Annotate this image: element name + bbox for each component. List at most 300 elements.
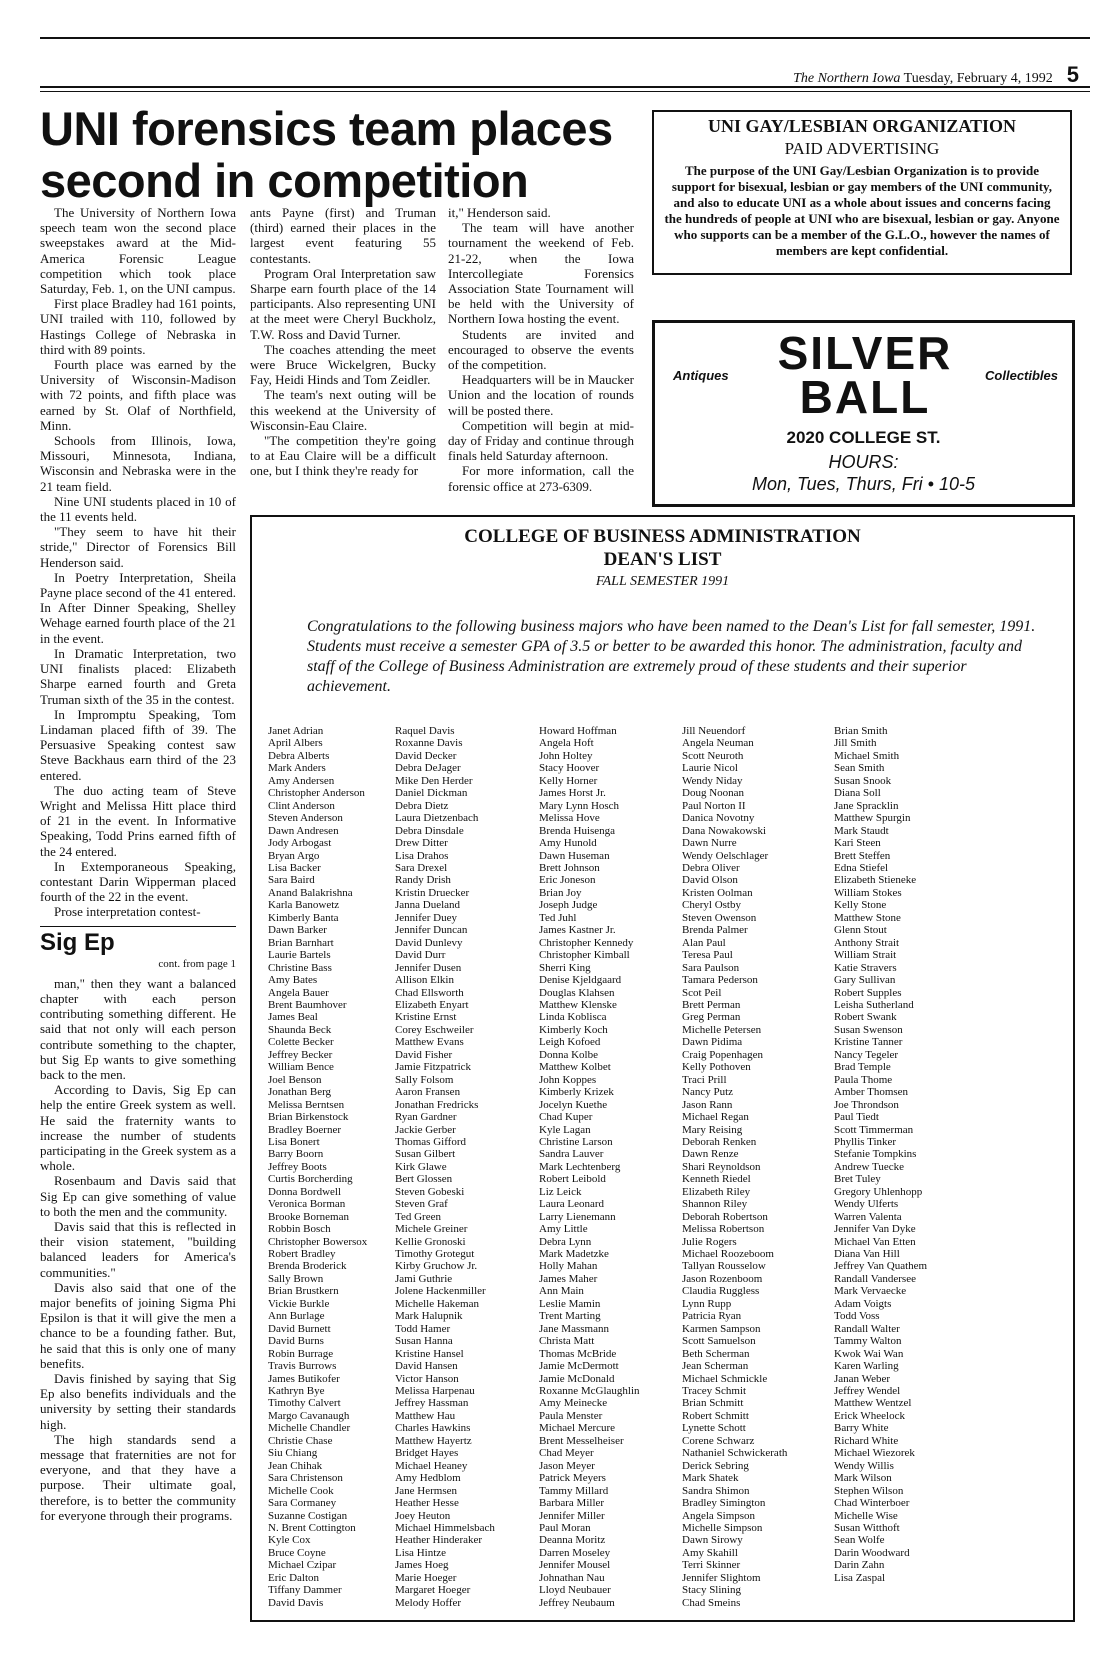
deans-list-name: Doug Noonan xyxy=(682,787,745,800)
deans-list-name: Michelle Hakeman xyxy=(395,1297,479,1310)
deans-list-name: Brooke Borneman xyxy=(268,1210,349,1223)
deans-list-name: Anthony Strait xyxy=(834,936,900,949)
deans-list-name: William Stokes xyxy=(834,886,902,899)
deans-list-name: Erick Wheelock xyxy=(834,1409,905,1422)
deans-list-name: Jackie Gerber xyxy=(395,1123,456,1136)
antiques-label: Antiques xyxy=(673,368,729,383)
deans-list-name: Michelle Wise xyxy=(834,1509,898,1522)
article-paragraph: ants Payne (first) and Truman (third) earned their places in the largest event featuring 55 contestants. xyxy=(250,205,436,266)
deans-list-name: Barry Boorn xyxy=(268,1148,324,1161)
deans-list-name: Jolene Hackenmiller xyxy=(395,1285,486,1298)
deans-list-name: Mary Lynn Hosch xyxy=(539,799,620,812)
deans-list-name: Paula Thome xyxy=(834,1073,893,1086)
deans-list-name: Christopher Bowersox xyxy=(268,1235,368,1248)
deans-list-name: David Burnett xyxy=(268,1322,331,1335)
deans-list-name: Drew Ditter xyxy=(395,837,448,850)
article-paragraph: For more information, call the forensic office at 273-6309. xyxy=(448,463,634,494)
deans-list-name: Kwok Wai Wan xyxy=(834,1347,904,1360)
deans-list-name: Michael Regan xyxy=(682,1111,749,1124)
deans-list-name: Karla Banowetz xyxy=(268,899,340,912)
deans-list-name: Lisa Zaspal xyxy=(834,1571,886,1584)
deans-list-name: Jean Scherman xyxy=(682,1360,749,1373)
deans-list-name: Amy Hunold xyxy=(539,837,597,850)
deans-list-name: Bridget Hayes xyxy=(395,1447,459,1460)
deans-list-name: Scott Timmerman xyxy=(834,1123,914,1136)
deans-list-name: Paula Menster xyxy=(539,1409,603,1422)
article-paragraph: In Dramatic Interpretation, two UNI finalists placed: Elizabeth Sharpe earned fourth and Greta Truman sixth of the 35 in the contest. xyxy=(40,645,236,707)
deans-list-name: Brian Birkenstock xyxy=(268,1111,349,1124)
deans-list-name: Steven Gobeski xyxy=(395,1185,465,1198)
deans-list-title: DEAN'S LIST xyxy=(603,549,722,570)
deans-list-name: Douglas Klahsen xyxy=(539,986,615,999)
page-number: 5 xyxy=(1066,62,1079,87)
deans-list-name: Jennifer Duey xyxy=(395,911,458,924)
deans-list-name: Deborah Renken xyxy=(682,1135,757,1148)
deans-list-name: Kellie Gronoski xyxy=(395,1235,466,1248)
deans-list-name: Michelle Simpson xyxy=(682,1522,763,1534)
deans-list-name: Eric Dalton xyxy=(268,1571,320,1584)
deans-list-name: Brian Smith xyxy=(834,725,888,737)
deans-list-name: Paul Moran xyxy=(539,1522,591,1534)
deans-list-name: Jonathan Berg xyxy=(268,1086,332,1099)
deans-list-name: Barry White xyxy=(834,1422,889,1435)
deans-list-name: Roxanne Davis xyxy=(395,737,463,750)
deans-list-name: Amy Little xyxy=(539,1223,588,1236)
deans-list-name: David Burns xyxy=(268,1335,324,1348)
deans-list-name: Kristine Tanner xyxy=(834,1036,903,1049)
logo-top: SILVER xyxy=(777,327,953,379)
deans-list-name: Daniel Dickman xyxy=(395,787,468,800)
store-address: 2020 COLLEGE ST. xyxy=(786,428,941,447)
logo-bottom: BALL xyxy=(799,371,931,423)
glo-ad-subtitle: PAID ADVERTISING xyxy=(784,139,940,158)
deans-list-name: Kelly Pothoven xyxy=(682,1061,751,1074)
names-column-2 xyxy=(395,725,495,1609)
deans-list-name: Danica Novotny xyxy=(682,812,755,825)
deans-list-name: Stephen Wilson xyxy=(834,1484,904,1497)
deans-list-name: Jocelyn Kuethe xyxy=(539,1098,608,1111)
deans-list-name: Kelly Horner xyxy=(539,774,598,787)
deans-list-name: John Koppes xyxy=(539,1073,597,1086)
deans-list-name: Jennifer Mousel xyxy=(539,1559,611,1572)
article-paragraph: The duo acting team of Steve Wright and Melissa Hitt place third of 21 in the event. In Informative Speaking, Todd Prins earned fifth of the 24 entered. xyxy=(40,782,236,859)
sigep-paragraph: Davis said that this is reflected in their vision statement, "building balanced leaders for America's communities." xyxy=(40,1219,236,1280)
deans-list-name: Kari Steen xyxy=(834,837,881,850)
deans-list-name: Kelly Stone xyxy=(834,899,887,912)
deans-list-name: Bruce Coyne xyxy=(268,1546,326,1559)
deans-list-name: Angela Simpson xyxy=(682,1509,756,1522)
article-paragraph: First place Bradley had 161 points, UNI trailed with 110, followed by Hastings College of Nebraska in third with 89 points. xyxy=(40,296,236,357)
deans-list-name: Darin Zahn xyxy=(834,1559,885,1572)
deans-list-name: Sean Wolfe xyxy=(834,1534,885,1547)
deans-list-name: Laura Dietzenbach xyxy=(395,812,479,825)
deans-list-name: Mark Anders xyxy=(268,762,326,775)
deans-list-name: Michael Czipar xyxy=(268,1559,337,1572)
deans-list-name: Sara Christenson xyxy=(268,1472,343,1485)
deans-list-name: Melissa Robertson xyxy=(682,1223,765,1236)
deans-list-name: Christine Bass xyxy=(268,961,332,974)
collectibles-label: Collectibles xyxy=(985,368,1058,383)
deans-list-name: Jamie Fitzpatrick xyxy=(395,1061,472,1074)
deans-list-name: Christie Chase xyxy=(268,1434,333,1447)
deans-list-name: Brett Steffen xyxy=(834,849,891,862)
hours-value: Mon, Tues, Thurs, Fri • 10-5 xyxy=(751,474,976,494)
deans-list-name: Sara Paulson xyxy=(682,961,740,974)
deans-list-name: Tammy Millard xyxy=(539,1484,609,1497)
sigep-paragraph: Davis finished by saying that Sig Ep also benefits individuals and the university by setting their standards high. xyxy=(40,1371,236,1432)
deans-list-name: Michelle Cook xyxy=(268,1484,334,1497)
deans-list-name: Susan Hanna xyxy=(395,1335,453,1348)
deans-list-name: Brett Johnson xyxy=(539,861,600,874)
deans-list-name: Adam Voigts xyxy=(834,1297,892,1310)
deans-list-name: Lynette Schott xyxy=(682,1422,746,1435)
deans-list-name: James Beal xyxy=(268,1011,318,1024)
sigep-headline: Sig Ep xyxy=(40,926,236,957)
masthead xyxy=(793,62,1079,88)
deans-list-name: Nancy Tegeler xyxy=(834,1048,899,1061)
deans-list-name: Colette Becker xyxy=(268,1036,334,1049)
deans-list-name: Lisa Drahos xyxy=(395,849,449,862)
deans-list-name: David Fisher xyxy=(395,1048,453,1061)
deans-list-name: Ryan Gardner xyxy=(395,1111,457,1124)
article-column-2 xyxy=(250,205,436,479)
deans-list-name: Jane Massmann xyxy=(539,1322,609,1335)
deans-list-name: Debra Alberts xyxy=(268,749,330,762)
deans-list-name: Andrew Tuecke xyxy=(834,1160,904,1173)
deans-list-name: Patrick Meyers xyxy=(539,1472,606,1485)
deans-list-name: Matthew Hayertz xyxy=(395,1434,472,1447)
deans-list-name: Nathaniel Schwickerath xyxy=(682,1447,788,1460)
deans-list-name: Dawn Pidima xyxy=(682,1036,743,1049)
deans-list-name: Janan Weber xyxy=(834,1372,891,1385)
deans-list-name: Joseph Judge xyxy=(539,899,598,912)
deans-list-name: James Butikofer xyxy=(268,1372,340,1385)
deans-list-box xyxy=(250,515,1075,1622)
sigep-paragraph: According to Davis, Sig Ep can help the entire Greek system as well. He said the fraternity wants to increase the number of students participating in the Greek system as a whole. xyxy=(40,1082,236,1174)
deans-list-name: Denise Kjeldgaard xyxy=(539,974,622,987)
deans-list-name: Deborah Robertson xyxy=(682,1210,768,1223)
deans-list-name: Karmen Sampson xyxy=(682,1322,761,1335)
article-column-1 xyxy=(40,205,236,1523)
deans-list-name: Allison Elkin xyxy=(395,974,454,987)
deans-list-name: Corey Eschweiler xyxy=(395,1023,474,1036)
deans-list-name: Brent Messelheiser xyxy=(539,1434,624,1447)
deans-list-name: Anand Balakrishna xyxy=(268,886,353,899)
deans-list-name: N. Brent Cottington xyxy=(268,1522,356,1534)
deans-list-name: Sara Drexel xyxy=(395,861,448,874)
deans-list-name: William Bence xyxy=(268,1061,334,1074)
deans-list-name: Richard White xyxy=(834,1434,899,1447)
deans-list-name: Debra Dinsdale xyxy=(395,824,464,837)
deans-list-name: Susan Snook xyxy=(834,774,892,787)
deans-list-name: Nancy Putz xyxy=(682,1086,734,1099)
deans-list-name: Corene Schwarz xyxy=(682,1434,755,1447)
deans-list-name: Ann Main xyxy=(539,1285,584,1298)
top-rule xyxy=(40,37,1090,39)
deans-list-name: Amy Andersen xyxy=(268,774,335,787)
deans-list-name: Karen Warling xyxy=(834,1360,899,1373)
deans-list-name: Roxanne McGlaughlin xyxy=(539,1385,640,1398)
deans-list-name: Mark Wilson xyxy=(834,1472,892,1485)
deans-list-name: Darin Woodward xyxy=(834,1546,910,1559)
deans-list-name: Debra Oliver xyxy=(682,861,740,874)
deans-list-name: Heather Hesse xyxy=(395,1497,459,1510)
deans-list-name: Tallyan Rousselow xyxy=(682,1260,766,1273)
deans-list-name: Brenda Broderick xyxy=(268,1260,347,1273)
article-paragraph: Headquarters will be in Maucker Union and the location of rounds will be posted there. xyxy=(448,372,634,418)
deans-list-name: Thomas McBride xyxy=(539,1347,617,1360)
deans-list-name: Teresa Paul xyxy=(682,949,733,962)
deans-list-name: James Maher xyxy=(539,1272,598,1285)
deans-list-name: Dawn Huseman xyxy=(539,849,610,862)
deans-list-name: Jeffrey Hassman xyxy=(395,1397,469,1410)
deans-list-name: James Kastner Jr. xyxy=(539,924,616,937)
deans-list-name: Todd Voss xyxy=(834,1310,880,1323)
deans-list-name: Melody Hoffer xyxy=(395,1596,462,1609)
deans-list-name: Jonathan Fredricks xyxy=(395,1098,479,1111)
deans-list-name: Michelle Petersen xyxy=(682,1023,762,1036)
deans-list-name: Jennifer Van Dyke xyxy=(834,1223,916,1236)
deans-list-name: Wendy Oelschlager xyxy=(682,849,769,862)
deans-list-name: Dawn Barker xyxy=(268,924,327,937)
deans-list-name: Matthew Klenske xyxy=(539,998,617,1011)
deans-list-name: Michael Heaney xyxy=(395,1459,468,1472)
deans-list-name: Derick Sebring xyxy=(682,1459,749,1472)
deans-list-name: Debra Lynn xyxy=(539,1235,592,1248)
deans-list-name: Laurie Bartels xyxy=(268,949,331,962)
deans-list-name: David Olson xyxy=(682,874,738,887)
deans-list-name: Jamie McDermott xyxy=(539,1360,619,1373)
deans-list-name: Robin Burrage xyxy=(268,1347,334,1360)
deans-list-name: Lloyd Neubauer xyxy=(539,1584,611,1597)
deans-list-name: Raquel Davis xyxy=(395,725,455,737)
masthead-rule xyxy=(40,86,1090,92)
deans-list-name: Brad Temple xyxy=(834,1061,891,1074)
deans-list-name: Amy Meinecke xyxy=(539,1397,608,1410)
deans-list-name: Stacy Hoover xyxy=(539,762,600,775)
deans-list-name: Jane Spracklin xyxy=(834,799,899,812)
deans-list-name: David Dunlevy xyxy=(395,936,463,949)
deans-list-name: Ann Burlage xyxy=(268,1310,325,1323)
deans-list-name: Lisa Hintze xyxy=(395,1546,447,1559)
deans-list-name: Jeffrey Becker xyxy=(268,1048,333,1061)
deans-list-name: Dawn Sirowy xyxy=(682,1534,743,1547)
glo-ad-body: The purpose of the UNI Gay/Lesbian Organization is to provide support for bisexual, lesbian or gay members of the UNI community, and also to educate UNI as a whole about issues and concerns facing the hundreds of people at UNI who are bisexual, lesbian or gay. Anyone who supports can be a member of the G.L.O., however the names of members are kept confidential. xyxy=(664,163,1060,258)
glo-ad-title: UNI GAY/LESBIAN ORGANIZATION xyxy=(707,116,1017,136)
deans-list-name: Shaunda Beck xyxy=(268,1023,332,1036)
deans-list-name: Matthew Spurgin xyxy=(834,812,911,825)
deans-list-name: Jamie McDonald xyxy=(539,1372,615,1385)
deans-list-name: Randy Drish xyxy=(395,874,451,887)
deans-list-name: Elizabeth Stieneke xyxy=(834,874,917,887)
deans-list-name: Chad Winterboer xyxy=(834,1497,910,1510)
deans-list-name: Mike Den Herder xyxy=(395,774,473,787)
deans-list-name: Bradley Boerner xyxy=(268,1123,341,1136)
deans-list-name: Bradley Simington xyxy=(682,1497,766,1510)
deans-list-name: Stefanie Tompkins xyxy=(834,1148,917,1161)
deans-list-name: Wendy Niday xyxy=(682,774,743,787)
deans-list-name: Tamara Pederson xyxy=(682,974,758,987)
deans-list-name: Angela Neuman xyxy=(682,737,754,750)
deans-list-name: Christa Matt xyxy=(539,1335,595,1348)
deans-list-name: Susan Swenson xyxy=(834,1023,903,1036)
deans-list-name: Elizabeth Riley xyxy=(682,1185,751,1198)
deans-list-name: Kimberly Koch xyxy=(539,1023,608,1036)
deans-list-name: Kristine Hansel xyxy=(395,1347,464,1360)
deans-list-name: Robert Swank xyxy=(834,1011,897,1024)
deans-list-name: Mary Reising xyxy=(682,1123,743,1136)
deans-list-name: Thomas Gifford xyxy=(395,1135,466,1148)
deans-list-name: David Davis xyxy=(268,1596,324,1609)
article-paragraph: In Extemporaneous Speaking, contestant Darin Wipperman placed fourth of the 22 in the event. xyxy=(40,858,236,905)
deans-list-semester: FALL SEMESTER 1991 xyxy=(595,574,730,589)
deans-list-name: Cheryl Ostby xyxy=(682,899,741,912)
article-paragraph: Competition will begin at mid-day of Friday and continue through finals held Saturday afternoon. xyxy=(448,417,634,464)
names-column-1 xyxy=(268,725,367,1609)
deans-list-name: Howard Hoffman xyxy=(539,725,617,737)
deans-list-name: Sara Baird xyxy=(268,874,315,887)
deans-list-name: Joe Throndson xyxy=(834,1098,899,1111)
store-hours xyxy=(655,451,1072,495)
deans-list-name: Leslie Mamin xyxy=(539,1297,601,1310)
deans-list-name: Robert Supples xyxy=(834,986,902,999)
deans-list-name: Travis Burrows xyxy=(268,1360,337,1373)
deans-list-name: Diana Van Hill xyxy=(834,1248,900,1261)
deans-list-name: Susan Witthoft xyxy=(834,1522,900,1534)
sigep-paragraph: Rosenbaum and Davis said that Sig Ep can give something of value to both the men and the community. xyxy=(40,1173,236,1219)
deans-list-name: Brenda Palmer xyxy=(682,924,748,937)
deans-list-name: Brian Schmitt xyxy=(682,1397,744,1410)
deans-list-name: Jill Smith xyxy=(834,737,877,750)
deans-list-name: Christine Larson xyxy=(539,1135,613,1148)
deans-list-name: Robert Leibold xyxy=(539,1173,606,1186)
deans-list-name: Sally Folsom xyxy=(395,1073,454,1086)
deans-list-name: Angela Hoft xyxy=(539,737,594,750)
article-paragraph: Program Oral Interpretation saw Sharpe earn fourth place of the 14 participants. Also representing UNI at the meet were Cheryl Buckholz, T.W. Ross and David Turner. xyxy=(250,265,436,342)
deans-list-name: Melissa Harpenau xyxy=(395,1385,475,1398)
deans-list-name: Beth Scherman xyxy=(682,1347,750,1360)
deans-list-name: Darren Moseley xyxy=(539,1546,611,1559)
deans-list-name: Lisa Bonert xyxy=(268,1135,320,1148)
deans-list-name: James Horst Jr. xyxy=(539,787,606,800)
article-paragraph: Fourth place was earned by the University of Wisconsin-Madison with 72 points, and fifth place was earned by St. Olaf of Northfield, Minn. xyxy=(40,357,236,433)
deans-list-name: Donna Kolbe xyxy=(539,1048,598,1061)
deans-list-college: COLLEGE OF BUSINESS ADMINISTRATION xyxy=(464,526,861,547)
deans-list-name: Jennifer Slightom xyxy=(682,1571,761,1584)
deans-list-name: Leigh Kofoed xyxy=(539,1036,601,1049)
deans-list-name: Kristen Oolman xyxy=(682,886,753,899)
deans-list-name: Sean Smith xyxy=(834,762,885,775)
deans-list-name: Mark Staudt xyxy=(834,824,889,837)
deans-list-name: Victor Hanson xyxy=(395,1372,459,1385)
deans-list-name: Steven Anderson xyxy=(268,812,343,825)
deans-list-name: Christopher Kimball xyxy=(539,949,630,962)
deans-list-name: Traci Prill xyxy=(682,1073,727,1086)
headline: UNI forensics team places second in competition xyxy=(40,102,613,207)
article-paragraph: The team will have another tournament the weekend of Feb. 21-22, when the Iowa Intercollegiate Forensics Association State Tournament will be held with the University of Northern Iowa hosting the event. xyxy=(448,220,634,327)
deans-list-name: Siu Chiang xyxy=(268,1447,318,1460)
article-paragraph: it," Henderson said. xyxy=(448,205,551,220)
deans-list-name: Patricia Ryan xyxy=(682,1310,742,1323)
deans-list-name: Kirby Gruchow Jr. xyxy=(395,1260,478,1273)
deans-list-name: Clint Anderson xyxy=(268,799,335,812)
deans-list-name: Laura Leonard xyxy=(539,1198,605,1211)
deans-list-name: Melissa Berntsen xyxy=(268,1098,345,1111)
article-paragraph: "The competition they're going to at Eau Claire will be a difficult one, but I think they're ready for xyxy=(250,433,436,479)
deans-list-name: Phyllis Tinker xyxy=(834,1135,897,1148)
deans-list-intro: Congratulations to the following business majors who have been named to the Dean's List for fall semester, 1991. Students must receive a semester GPA of 3.5 or better to be awarded this honor. The administration, faculty and staff of the College of Business Administration are extremely proud of these students and their superior achievement. xyxy=(307,618,1036,695)
deans-list-name: Linda Koblisca xyxy=(539,1011,607,1024)
article-paragraph: In Poetry Interpretation, Sheila Payne place second of the 41 entered. In After Dinner Speaking, Shelley Wehage earned fourth place of the 21 in the event. xyxy=(40,569,237,646)
deans-list-name: Janet Adrian xyxy=(268,725,324,737)
deans-list-name: Shari Reynoldson xyxy=(682,1160,761,1173)
deans-list-name: Melissa Hove xyxy=(539,812,600,825)
deans-list-name: Scott Neuroth xyxy=(682,749,744,762)
article-paragraph: Schools from Illinois, Iowa, Missouri, Minnesota, Indiana, Wisconsin and Nebraska were in the 21 team field. xyxy=(40,433,236,494)
deans-list-name: Chad Smeins xyxy=(682,1596,741,1609)
article-paragraph: Prose interpretation contest- xyxy=(54,904,201,920)
deans-list-name: Eric Joneson xyxy=(539,874,596,887)
deans-list-name: Sherri King xyxy=(539,961,591,974)
deans-list-name: Jennifer Miller xyxy=(539,1509,605,1522)
deans-list-name: Mark Halupnik xyxy=(395,1310,463,1323)
deans-list-name: Leisha Sutherland xyxy=(834,998,914,1011)
deans-list-name: Katie Stravers xyxy=(834,961,897,974)
paper-name: The Northern Iowa xyxy=(793,71,901,86)
deans-list-name: Curtis Borcherding xyxy=(268,1173,353,1186)
article-paragraph: Nine UNI students placed in 10 of the 11 events held. xyxy=(40,493,236,525)
deans-list-name: Michael Schmickle xyxy=(682,1372,768,1385)
masthead-date-line xyxy=(793,71,1053,87)
deans-list-name: David Hansen xyxy=(395,1360,458,1373)
deans-list-name: Brenda Huisenga xyxy=(539,824,616,837)
deans-list-name: Chad Kuper xyxy=(539,1111,593,1124)
deans-list-name: Michele Greiner xyxy=(395,1223,468,1236)
deans-list-name: Janna Dueland xyxy=(395,899,461,912)
deans-list-name: Wendy Willis xyxy=(834,1459,894,1472)
deans-list-name: Michael Wiezorek xyxy=(834,1447,915,1460)
deans-list-name: Jeffrey Van Quathem xyxy=(834,1260,928,1273)
sigep-paragraph: man," then they want a balanced chapter with each person contributing something different. He said that not only will each person contribute something to the chapter, but Sig Ep wants to give something back to the men. xyxy=(40,975,236,1082)
deans-list-name: Sally Brown xyxy=(268,1272,324,1285)
deans-list-name: Aaron Fransen xyxy=(395,1086,461,1099)
deans-list-name: Julie Rogers xyxy=(682,1235,737,1248)
deans-list-name: Joey Heuton xyxy=(395,1509,451,1522)
deans-list-name: Amy Bates xyxy=(268,974,318,987)
deans-list-name: Edna Stiefel xyxy=(834,861,889,874)
deans-list-name: Sandra Shimon xyxy=(682,1484,750,1497)
deans-list-name: Jeffrey Wendel xyxy=(834,1385,901,1398)
deans-list-name: Matthew Kolbet xyxy=(539,1061,611,1074)
continued-note: cont. from page 1 xyxy=(158,957,236,970)
deans-list-name: Debra Dietz xyxy=(395,799,449,812)
deans-list-name: Heather Hinderaker xyxy=(395,1534,483,1547)
deans-list-name: Kyle Cox xyxy=(268,1534,311,1547)
deans-list-name: Bryan Argo xyxy=(268,849,320,862)
deans-list-name: April Albers xyxy=(268,737,323,750)
deans-list-name: Jason Rann xyxy=(682,1098,733,1111)
deans-list-name: Christopher Anderson xyxy=(268,787,365,800)
deans-list-name: Margaret Hoeger xyxy=(395,1584,471,1597)
glo-advertisement xyxy=(652,110,1072,275)
issue-date: Tuesday, February 4, 1992 xyxy=(903,71,1053,86)
article-paragraph: The team's next outing will be this weekend at the University of Wisconsin-Eau Claire. xyxy=(250,387,436,433)
deans-list-name: Jeffrey Neubaum xyxy=(539,1596,615,1609)
deans-list-name: Kirk Glawe xyxy=(395,1160,447,1173)
deans-list-name: David Decker xyxy=(395,749,457,762)
deans-list-name: Jeffrey Boots xyxy=(268,1160,327,1173)
deans-list-name: Liz Leick xyxy=(539,1185,582,1198)
